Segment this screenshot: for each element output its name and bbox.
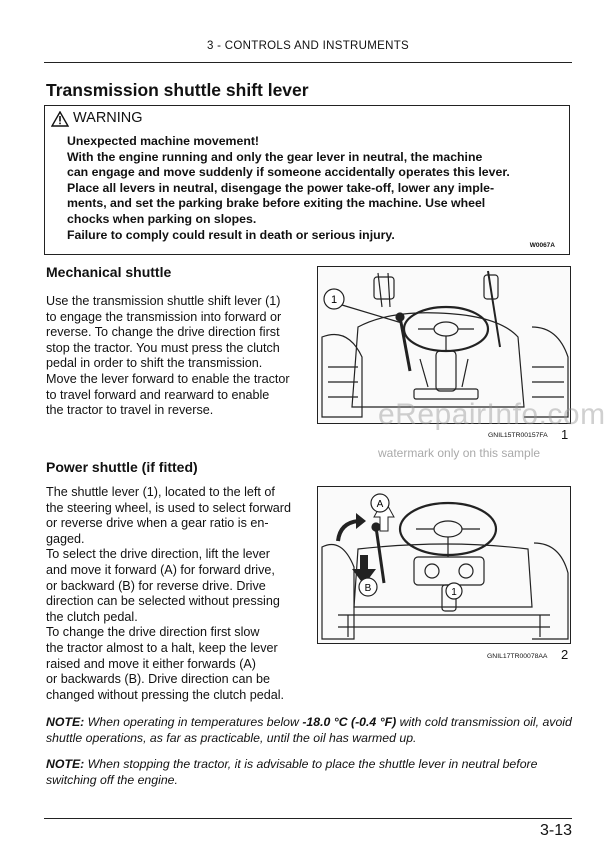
note-text: When stopping the tractor, it is advisable to place the shuttle lever in neutral before switching off the engine. [46,757,538,787]
note-text: When operating in temperatures below [84,715,303,729]
mechanical-shuttle-heading: Mechanical shuttle [46,264,172,280]
figure-1-number: 1 [561,427,569,442]
note-cold-oil [46,714,576,746]
text-line: direction can be selected without pressing [46,594,280,609]
figure-2-callout-b: B [364,583,372,594]
note-temperature: -18.0 °C (-0.4 °F) [302,715,397,729]
text-line: The shuttle lever (1), located to the left of [46,485,275,499]
note-label: NOTE: [46,715,85,729]
text-line: Use the transmission shuttle shift lever (1) [46,294,281,308]
text-line: gaged. [46,531,85,546]
watermark-site: eRepairInfo.com [378,398,606,431]
header-rule [44,62,572,63]
figure-2-code: GNIL17TR00078AA [487,653,548,660]
text-line: the tractor to travel in reverse. [46,403,214,418]
text-line: and move it forward (A) for forward drive, [46,562,275,577]
text-line: to travel forward and rearward to enable [46,387,270,402]
warning-triangle-icon [51,111,69,127]
note-label: NOTE: [46,757,85,771]
figure-2 [317,486,571,644]
warning-line: Failure to comply could result in death or serious injury. [67,227,395,242]
warning-box [44,105,570,255]
text-line: To select the drive direction, lift the lever [46,547,270,562]
note-stopping [46,756,576,788]
warning-text [67,134,510,243]
warning-line: With the engine running and only the gear lever in neutral, the machine [67,149,483,164]
warning-line: ments, and set the parking brake before exiting the machine. Use wheel [67,196,486,211]
text-line: raised and move it either forwards (A) [46,656,256,671]
page-number: 3-13 [539,822,572,839]
text-line: or reverse drive when a gear ratio is en- [46,516,269,531]
figure-2-drawing [318,487,570,643]
text-line: or backwards (B). Drive direction can be [46,672,270,687]
warning-line: can engage and move suddenly if someone accidentally operates this lever. [67,165,510,180]
warning-line: Unexpected machine movement! [67,134,260,148]
text-line: the clutch pedal. [46,609,138,624]
text-line: changed without pressing the clutch pedal. [46,687,285,702]
note-text: with cold transmission oil, avoid shuttle operations, as far as practicable, until the oil has warmed up. [46,715,572,745]
figure-1-code: GNIL15TR00157FA [488,432,548,439]
section-header: 3 - CONTROLS AND INSTRUMENTS [206,40,409,52]
figure-1-callout-1: 1 [330,294,338,306]
figure-2-callout-1: 1 [451,587,457,598]
warning-code: W0067A [529,242,555,249]
text-line: stop the tractor. You must press the clutch [46,340,280,355]
text-line: the tractor almost to a halt, keep the lever [46,640,278,655]
text-line: pedal in order to shift the transmission. [46,356,263,371]
figure-2-number: 2 [561,647,569,662]
page-title: Transmission shuttle shift lever [46,80,309,100]
warning-line: chocks when parking on slopes. [67,211,257,226]
text-line: the steering wheel, is used to select forward [46,500,292,515]
text-line: Move the lever forward to enable the tractor [46,371,290,386]
warning-line: Place all levers in neutral, disengage the power take-off, lower any imple- [67,180,495,195]
watermark-sample: watermark only on this sample [378,446,541,460]
text-line: reverse. To change the drive direction first [46,325,280,340]
figure-2-callout-a: A [376,499,384,510]
footer-rule [44,818,572,819]
power-shuttle-text [46,485,291,703]
warning-title: WARNING [73,110,143,126]
text-line: To change the drive direction first slow [46,625,260,640]
power-shuttle-heading: Power shuttle (if fitted) [46,459,198,475]
mechanical-shuttle-text [46,294,290,419]
text-line: or backward (B) for reverse drive. Drive [46,578,266,593]
text-line: to engage the transmission into forward or [46,309,282,324]
